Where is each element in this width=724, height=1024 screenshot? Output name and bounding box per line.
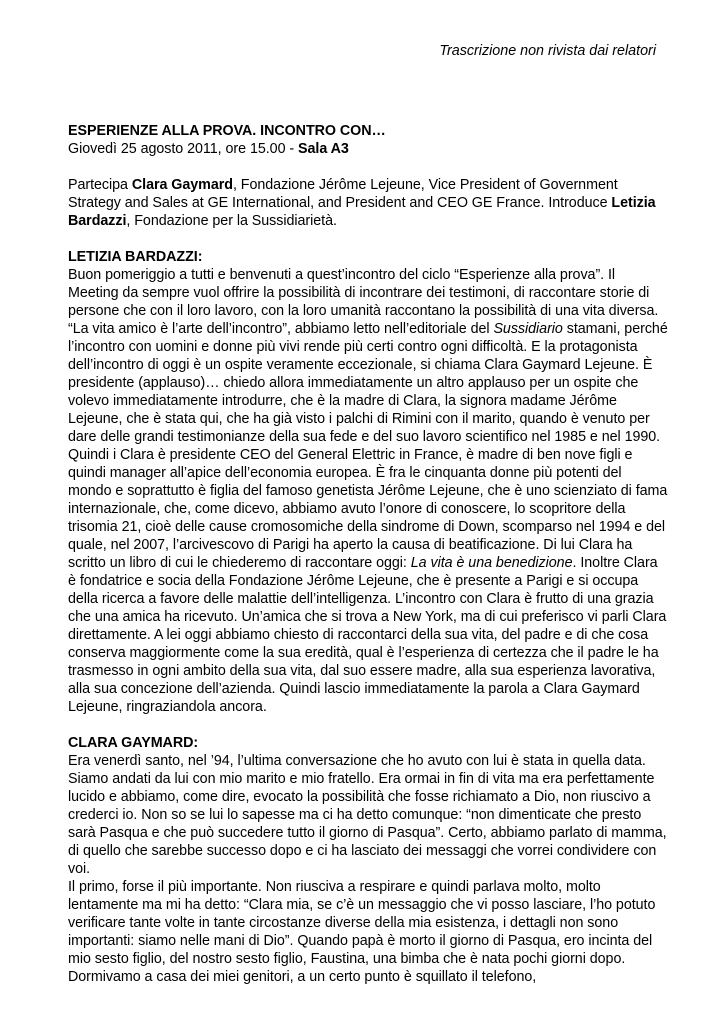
- participants-paragraph: [68, 176, 668, 230]
- speech-text: stamani, perché l’incontro con uomini e donne più vivi rende più certi contro ogni difficoltà. E la protagonista dell’incontro di oggi è un ospite veramente eccezionale, si chiama Clara Gaymard Lejeune. È presidente (applauso)… chiedo allora immediatamente un altro applauso per un ospite che volevo immediatamente introdurre, che è la madre di Clara, la signora madame Jérôme Lejeune, che è stata qui, che ha già visto i palchi di Rimini con il marito, quando è venuto per dare delle grandi testimonianze della sua fede e del suo lavoro scientifico nel 1985 e nel 1990. Quindi i Clara è presidente CEO del General Elettric in France, è madre di ben nove figli e quindi manager all’apice dell’economia europea. È fra le cinquanta donne più potenti del mondo e soprattutto è figlia del famoso genetista Jérôme Lejeune, che è uno scienziato di fama internazionale, che, come dicevo, abbiamo avuto l’onore di conoscere, lo scopritore della trisomia 21, cioè delle cause cromosomiche della sindrome di Down, scomparso nel 1994 e del quale, nel 2007, l’arcivescovo di Parigi ha aperto la causa di beatificazione. Di lui Clara ha scritto un libro di cui le chiederemo di raccontare oggi:: [68, 321, 668, 571]
- speech-paragraph-gaymard-1: Era venerdì santo, nel ’94, l’ultima conversazione che ho avuto con lui è stata in quella data. Siamo andati da lui con mio marito e mio fratello. Era ormai in fin di vita ma era perfettamente lucido e abbiamo, come dire, evocato la possibilità che fosse richiamato a Dio, non riuscivo a crederci io. Non so se lui lo sapesse ma ci ha detto comunque: “non dimenticate che presto sarà Pasqua e che può succedere tutto il giorno di Pasqua”. Certo, abbiamo parlato di mamma, di quello che sarebbe successo dopo e ci ha lasciato dei messaggi che vorrei condividere con voi.: [68, 753, 667, 877]
- host-description: , Fondazione per la Sussidiarietà.: [126, 213, 337, 229]
- event-title: ESPERIENZE ALLA PROVA. INCONTRO CON…: [68, 123, 386, 139]
- publication-title: Sussidiario: [493, 321, 563, 337]
- guest-name: Clara Gaymard: [131, 177, 233, 193]
- event-room: Sala A3: [298, 141, 349, 157]
- document-body: [68, 122, 668, 986]
- speaker-heading-bardazzi: LETIZIA BARDAZZI:: [68, 249, 203, 265]
- guest-description: , Fondazione Jérôme Lejeune, Vice President of Government Strategy and Sales at GE International, and President and CEO GE France. Introduce: [68, 177, 618, 211]
- transcript-note: Trascrizione non rivista dai relatori: [439, 43, 656, 59]
- speech-paragraph-gaymard-2: Il primo, forse il più importante. Non riusciva a respirare e quindi parlava molto, molto lentamente ma mi ha detto: “Clara mia, se c’è un messaggio che vi posso lasciare, l’ho potuto verificare tante volte in tante circostanze diverse della mia esistenza, i dettagli non sono importanti: siamo nelle mani di Dio”. Quando papà è morto il giorno di Pasqua, ero incinta del mio sesto figlio, del nostro sesto figlio, Faustina, una bimba che è nata pochi giorni dopo. Dormivamo a casa dei miei genitori, a un certo punto è squillato il telefono,: [68, 879, 656, 985]
- participants-intro: Partecipa: [68, 177, 132, 193]
- event-date-line: [68, 140, 668, 158]
- book-title: La vita è una benedizione: [410, 555, 573, 571]
- speech-text: Buon pomeriggio a tutti e benvenuti a quest’incontro del ciclo “Esperienze alla prova”. Il Meeting da sempre vuol offrire la possibilità di incontrare dei testimoni, di raccontare storie di persone che con il loro lavoro, con la loro umanità raccontano la possibilità di una vita diversa. “La vita amico è l’arte dell’incontro”, abbiamo letto nell’editoriale del: [68, 267, 659, 337]
- event-date: Giovedì 25 agosto 2011, ore 15.00 -: [68, 141, 299, 157]
- speech-paragraph-bardazzi: [68, 266, 668, 716]
- host-name: Letizia Bardazzi: [68, 195, 656, 229]
- speaker-heading-gaymard: CLARA GAYMARD:: [68, 735, 199, 751]
- speech-text: . Inoltre Clara è fondatrice e socia della Fondazione Jérôme Lejeune, che è presente a Parigi e si occupa della ricerca a favore delle malattie dell’intelligenza. L’incontro con Clara è frutto di una grazia che una amica ha ricevuto. Un’amica che si trova a New York, ma di cui preferisco vi parli Clara direttamente. A lei oggi abbiamo chiesto di raccontarci della sua vita, del padre e di che cosa conserva maggiormente come la sua eredità, qual è l’esperienza di certezza che il padre le ha trasmesso in ogni ambito della sua vita, dal suo essere madre, alla sua esperienza lavorativa, alla sua concezione dell’azienda. Quindi lascio immediatamente la parola a Clara Gaymard Lejeune, ringraziandola ancora.: [68, 555, 667, 715]
